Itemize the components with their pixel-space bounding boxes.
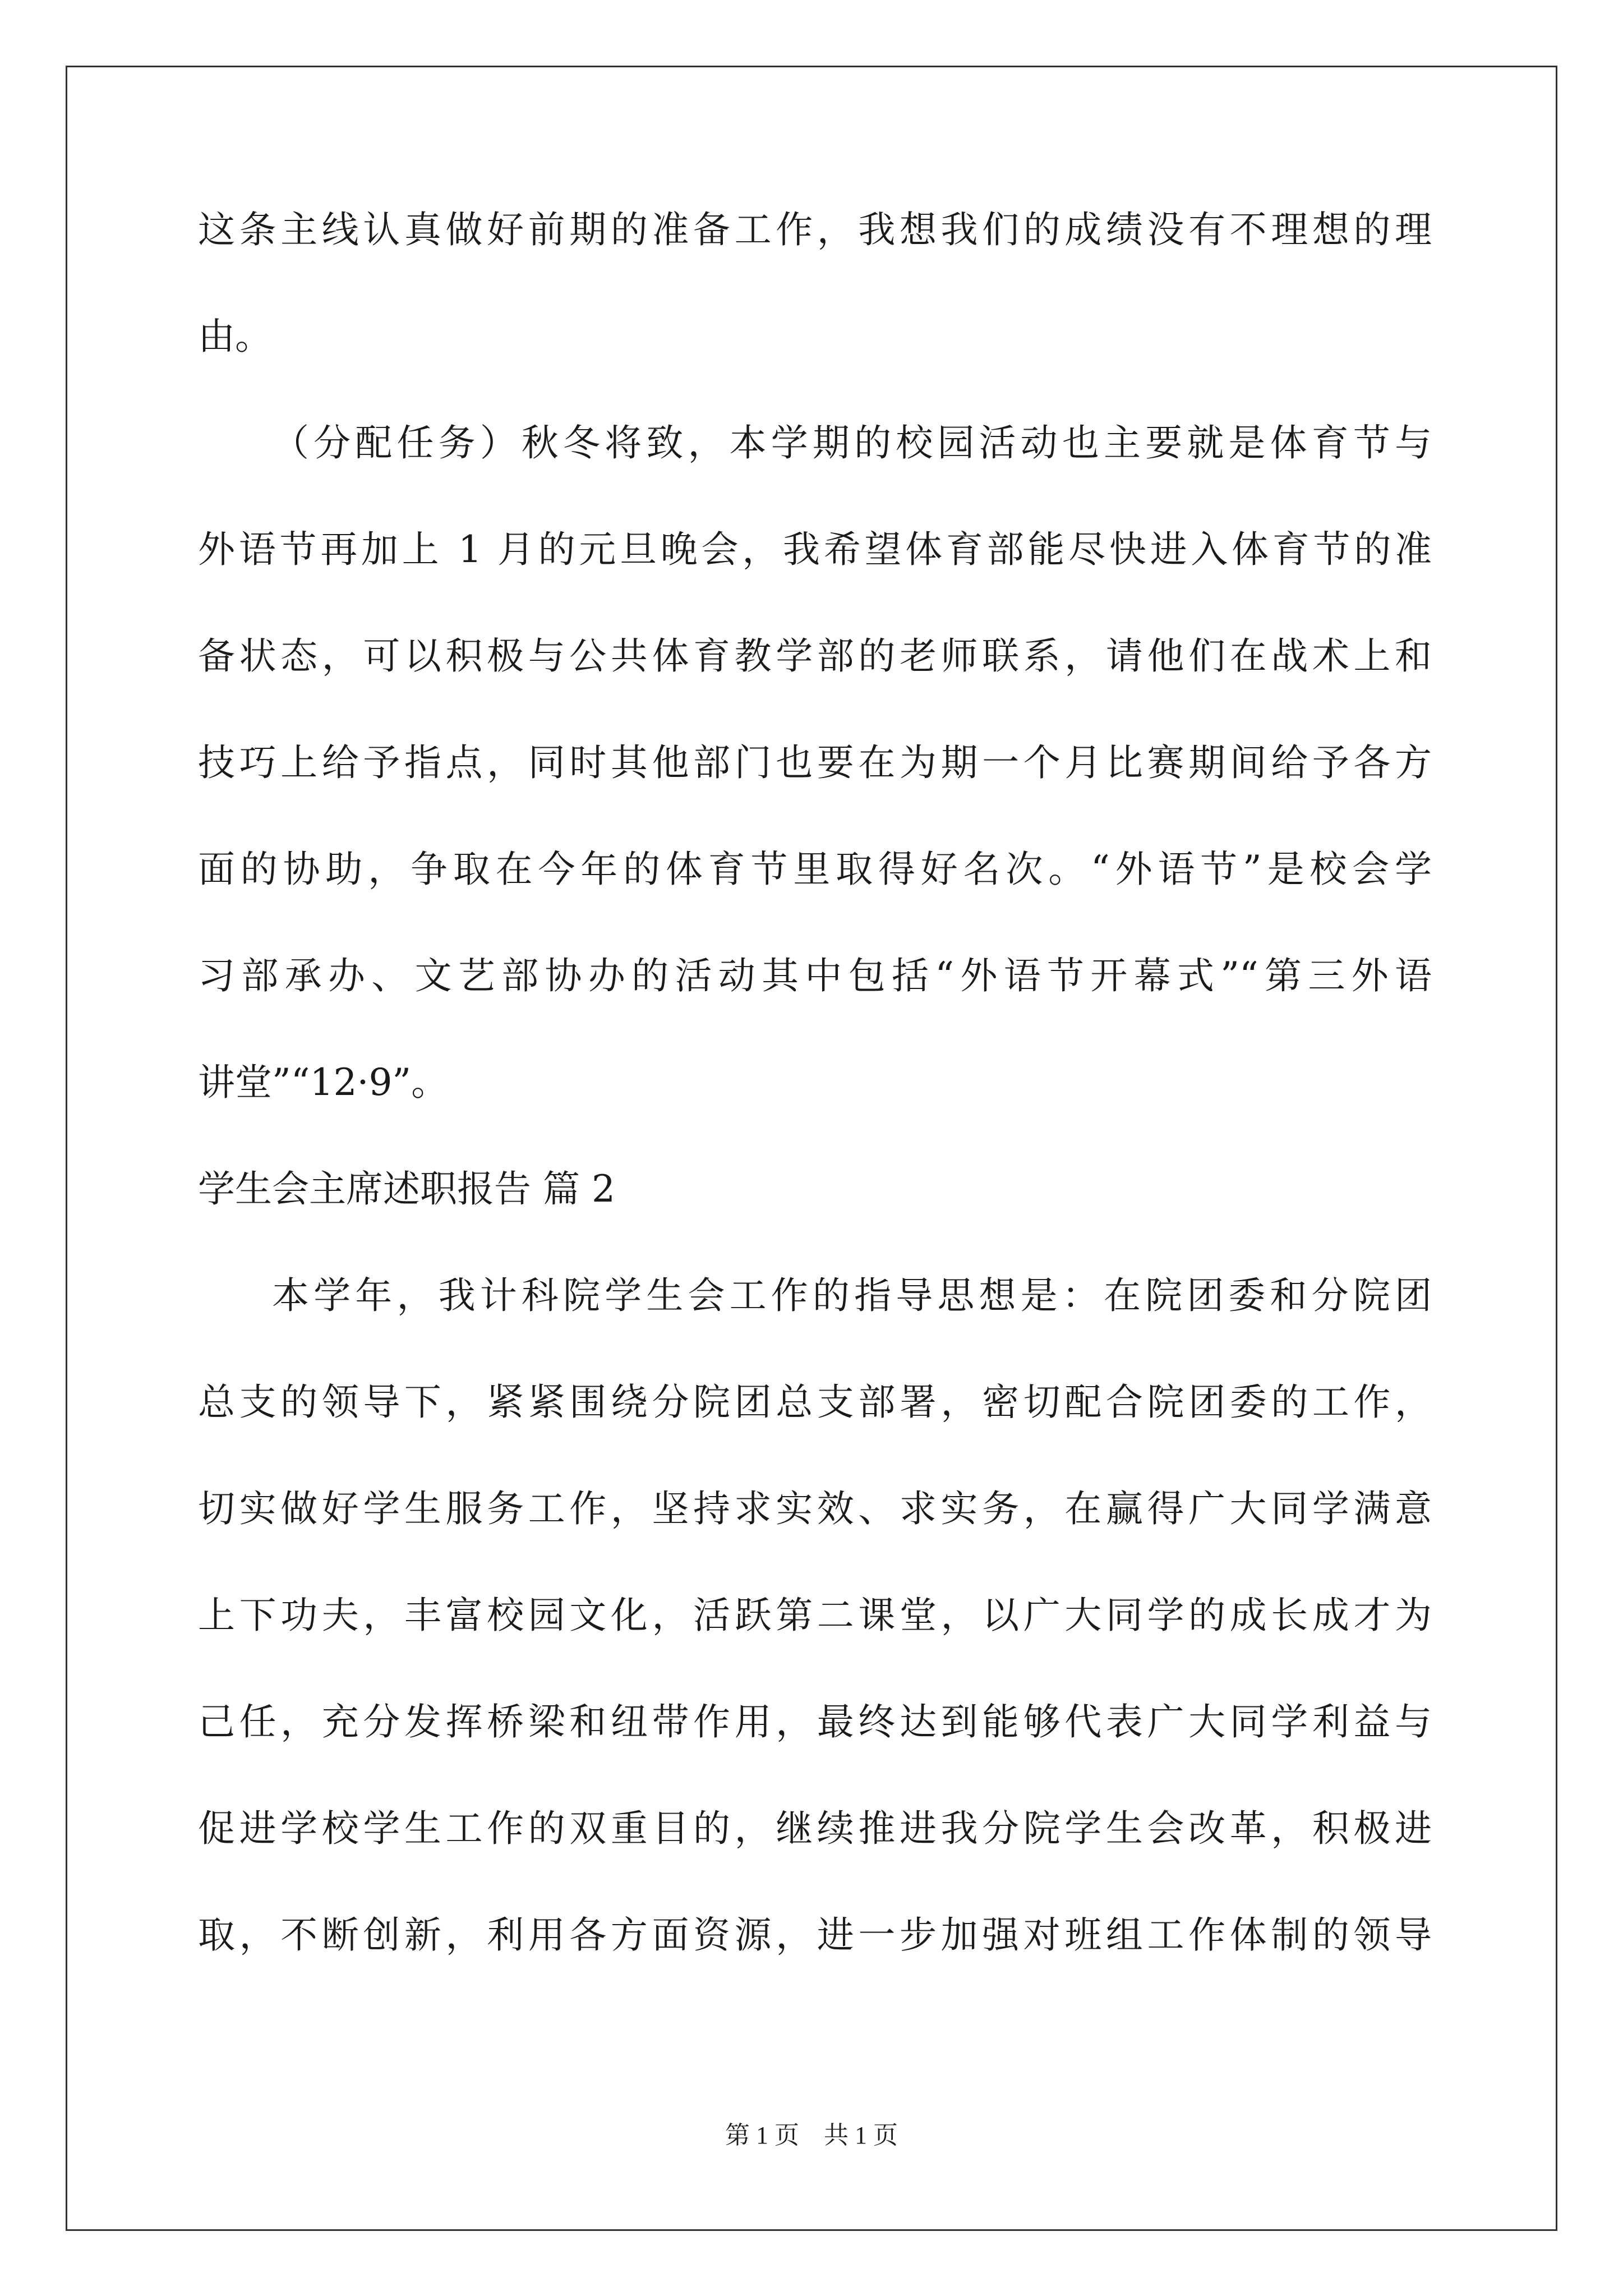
text-line: 促进学校学生工作的双重目的，继续推进我分院学生会改革，积极进 <box>198 1807 1432 1850</box>
text-line: 这条主线认真做好前期的准备工作，我想我们的成绩没有不理想的理 <box>198 208 1432 251</box>
page-number-footer: 第 1 页 共 1 页 <box>725 2122 898 2149</box>
document-body <box>198 208 1432 2019</box>
text-line: 由。 <box>198 315 272 358</box>
text-line: 切实做好学生服务工作，坚持求实效、求实务，在赢得广大同学满意 <box>198 1487 1432 1530</box>
section-heading: 学生会主席述职报告 篇 2 <box>198 1167 615 1211</box>
text-line: 面的协助，争取在今年的体育节里取得好名次。“外语节”是校会学 <box>198 848 1432 891</box>
text-line: 上下功夫，丰富校园文化，活跃第二课堂，以广大同学的成长成才为 <box>198 1594 1432 1637</box>
text-line: 总支的领导下，紧紧围绕分院团总支部署，密切配合院团委的工作， <box>198 1381 1432 1424</box>
text-line: 习部承办、文艺部协办的活动其中包括“外语节开幕式”“第三外语 <box>198 954 1432 997</box>
text-line: 外语节再加上 1 月的元旦晚会，我希望体育部能尽快进入体育节的准 <box>198 528 1432 571</box>
text-line: 技巧上给予指点，同时其他部门也要在为期一个月比赛期间给予各方 <box>198 741 1432 784</box>
text-line: 己任，充分发挥桥梁和纽带作用，最终达到能够代表广大同学利益与 <box>198 1700 1432 1743</box>
paragraph-first-line: 本学年，我计科院学生会工作的指导思想是：在院团委和分院团 <box>272 1274 1432 1317</box>
text-line: 备状态，可以积极与公共体育教学部的老师联系，请他们在战术上和 <box>198 634 1432 678</box>
text-line: 讲堂”“12·9”。 <box>198 1061 449 1104</box>
text-line: 取，不断创新，利用各方面资源，进一步加强对班组工作体制的领导 <box>198 1913 1432 1957</box>
paragraph-first-line: （分配任务）秋冬将致，本学期的校园活动也主要就是体育节与 <box>272 421 1432 464</box>
